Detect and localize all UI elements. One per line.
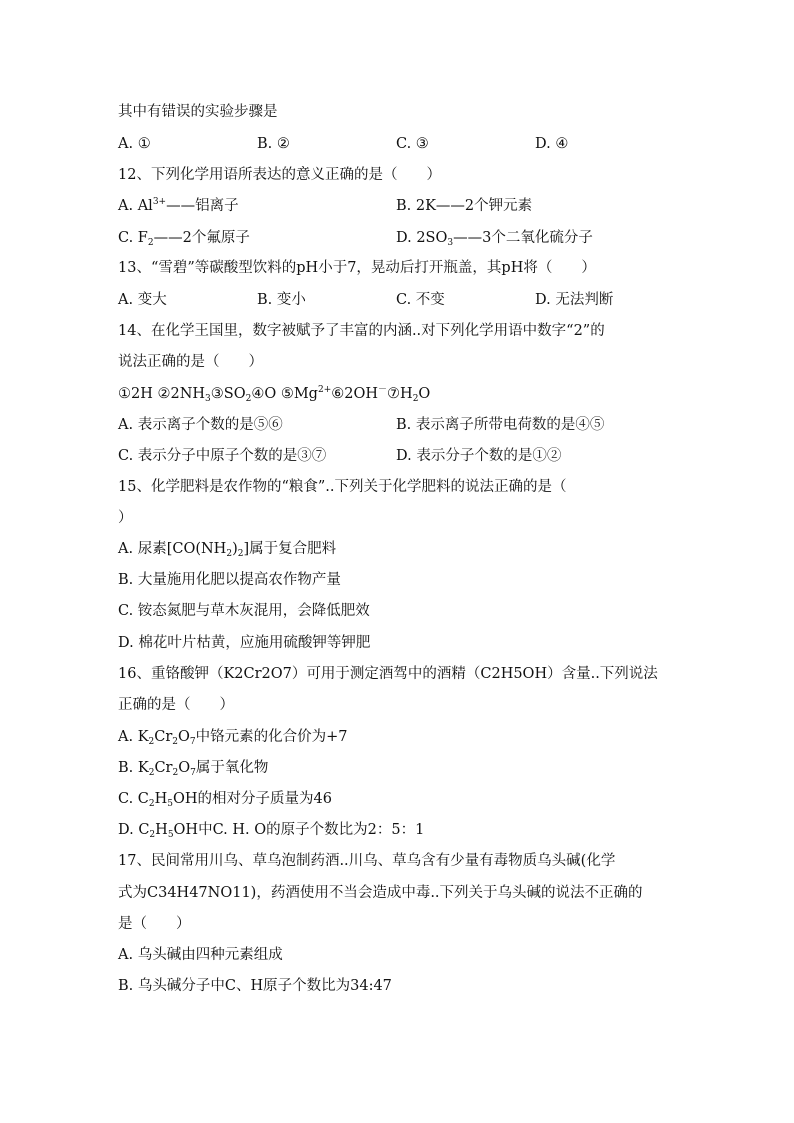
q16-stem-line1: 16、重铬酸钾（K2Cr2O7）可用于测定酒驾中的酒精（C2H5OH）含量..下列说法 [118, 666, 658, 682]
q13-stem: 13、“雪碧”等碳酸型饮料的pH小于7，晃动后打开瓶盖，其pH将（ ） [118, 260, 596, 276]
q16-option-d: D. $C_2H_5OH$中C. H. O的原子个数比为2：5：1 [118, 822, 425, 840]
q14-stem-line2: 说法正确的是（ ） [118, 354, 263, 370]
q12-option-b: B. 2K——2个钾元素 [396, 198, 533, 214]
q17-stem-line2: 式为C34H47NO11)，药酒使用不当会造成中毒..下列关于乌头碱的说法不正确的 [118, 885, 643, 901]
q14-option-b: B. 表示离子所带电荷数的是④⑤ [396, 417, 605, 433]
q11-option-c: C. ③ [396, 136, 429, 152]
q13-option-a: A. 变大 [118, 292, 167, 308]
q17-option-a: A. 乌头碱由四种元素组成 [118, 947, 283, 963]
q16-option-c: C. $C_2H_5OH$的相对分子质量为46 [118, 791, 332, 809]
q12-option-c: C. $F_2——2$个氟原子 [118, 230, 250, 248]
q13-option-b: B. 变小 [257, 292, 306, 308]
q15-option-c: C. 铵态氮肥与草木灰混用，会降低肥效 [118, 603, 370, 619]
q13-option-d: D. 无法判断 [535, 292, 614, 308]
q11-stem: 其中有错误的实验步骤是 [118, 104, 278, 120]
q15-option-d: D. 棉花叶片枯黄，应施用硫酸钾等钾肥 [118, 635, 371, 651]
q14-option-a: A. 表示离子个数的是⑤⑥ [118, 417, 283, 433]
q14-stem-line1: 14、在化学王国里，数字被赋予了丰富的内涵..对下列化学用语中数字“2”的 [118, 323, 605, 339]
q12-option-a: A. $Al^{3+}——$铝离子 [118, 197, 239, 214]
q12-option-d: D. $2SO_3——3$个二氧化硫分子 [396, 230, 593, 248]
q11-option-a: A. ① [118, 136, 151, 152]
q15-stem-line2: ） [118, 510, 133, 526]
q13-option-c: C. 不变 [396, 292, 445, 308]
q12-stem: 12、下列化学用语所表达的意义正确的是（ ） [118, 167, 441, 183]
q15-option-b: B. 大量施用化肥以提高农作物产量 [118, 572, 341, 588]
q16-option-b: B. $K_2Cr_2O_7$属于氧化物 [118, 760, 269, 778]
q15-stem-line1: 15、化学肥料是农作物的“粮食”..下列关于化学肥料的说法正确的是（ [118, 479, 567, 495]
q11-option-b: B. ② [257, 136, 290, 152]
q14-option-c: C. 表示分子中原子个数的是③⑦ [118, 448, 327, 464]
q11-option-d: D. ④ [535, 136, 569, 152]
q15-option-a: A. 尿素$[CO(NH_2)_2]$属于复合肥料 [118, 541, 337, 559]
q17-stem-line3: 是（ ） [118, 916, 191, 932]
q17-option-b: B. 乌头碱分子中C、H原子个数比为34:47 [118, 978, 392, 994]
q16-option-a: A. $K_2Cr_2O_7$中铬元素的化合价为+7 [118, 729, 348, 747]
q14-option-d: D. 表示分子个数的是①② [396, 448, 562, 464]
q17-stem-line1: 17、民间常用川乌、草乌泡制药酒..川乌、草乌含有少量有毒物质乌头碱(化学 [118, 853, 616, 869]
q16-stem-line2: 正确的是（ ） [118, 697, 234, 713]
q14-formula-list: ①2H $②2NH_3③SO_2④O$ $⑤Mg^{2+}⑥2OH^-⑦H_2O$ [118, 385, 431, 404]
